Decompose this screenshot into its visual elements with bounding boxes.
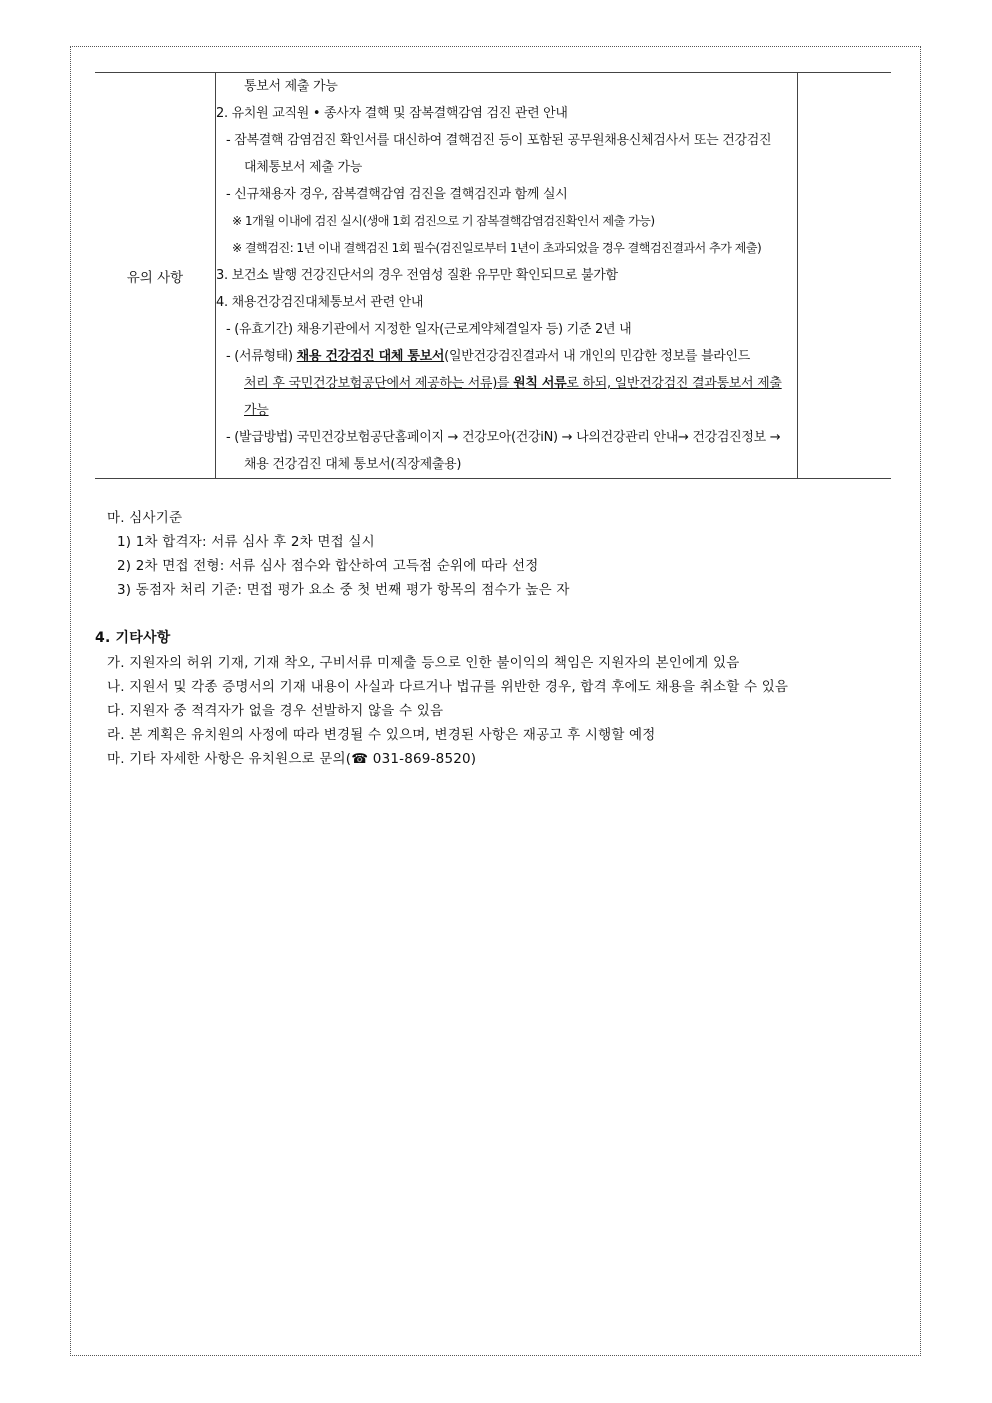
content-line: - 잠복결핵 감염검진 확인서를 대신하여 결핵검진 등이 포함된 공무원채용신체검사서 또는 건강검진 bbox=[226, 133, 772, 148]
screening-title: 마. 심사기준 bbox=[107, 510, 183, 526]
content-line: 2. 유치원 교직원 • 종사자 결핵 및 잠복결핵감염 검진 관련 안내 bbox=[216, 106, 568, 121]
other-item: 라. 본 계획은 유치원의 사정에 따라 변경될 수 있으며, 변경된 사항은 재공고 후 시행할 예정 bbox=[107, 727, 656, 743]
form-type-2-emphasis: 원칙 서류 bbox=[513, 376, 567, 391]
issue-line: - (발급방법) 국민건강보험공단홈페이지 → 건강모아(건강iN) → 나의건강관리 안내→ 건강검진정보 → bbox=[226, 430, 781, 445]
row-blank-cell bbox=[798, 73, 892, 479]
content-line: 4. 채용건강검진대체통보서 관련 안내 bbox=[216, 295, 424, 310]
screening-item: 2) 2차 면접 전형: 서류 심사 점수와 합산하여 고득점 순위에 따라 선정 bbox=[117, 558, 539, 574]
content-lines bbox=[216, 73, 797, 343]
other-title: 4. 기타사항 bbox=[95, 630, 171, 646]
other-item: 마. 기타 자세한 사항은 유치원으로 문의(☎ 031-869-8520) bbox=[107, 751, 477, 767]
notice-table bbox=[95, 72, 891, 479]
screening-item: 3) 동점자 처리 기준: 면접 평가 요소 중 첫 번째 평가 항목의 점수가 높은 자 bbox=[117, 582, 570, 598]
other-section bbox=[95, 625, 788, 771]
content-line: - (유효기간) 채용기관에서 지정한 일자(근로계약체결일자 등) 기준 2년 내 bbox=[226, 322, 632, 337]
screening-item: 1) 1차 합격자: 서류 심사 후 2차 면접 실시 bbox=[117, 534, 375, 550]
row-content bbox=[216, 73, 798, 479]
form-type-3-text: 가능 bbox=[244, 403, 269, 418]
content-line: 대체통보서 제출 가능 bbox=[244, 160, 362, 175]
content-line: - 신규채용자 경우, 잠복결핵감염 검진을 결핵검진과 함께 실시 bbox=[226, 187, 568, 202]
notice-row bbox=[95, 73, 891, 479]
other-item: 가. 지원자의 허위 기재, 기재 착오, 구비서류 미제출 등으로 인한 불이익의 책임은 지원자의 본인에게 있음 bbox=[107, 655, 740, 671]
row-label: 유의 사항 bbox=[95, 73, 216, 479]
other-list bbox=[95, 651, 788, 771]
issue-lines bbox=[216, 424, 797, 478]
form-type-prefix: - (서류형태) bbox=[226, 349, 297, 364]
content-line: 통보서 제출 가능 bbox=[244, 79, 338, 94]
content-line: 3. 보건소 발행 건강진단서의 경우 전염성 질환 유무만 확인되므로 불가함 bbox=[216, 268, 618, 283]
form-type-2-u1: 를 bbox=[497, 376, 514, 391]
screening-section bbox=[95, 506, 570, 602]
issue-line: 채용 건강검진 대체 통보서(직장제출용) bbox=[244, 457, 462, 472]
form-type-2-u2: 로 하되, 일반건강검진 결과통보서 제출 bbox=[566, 376, 782, 391]
screening-list bbox=[95, 530, 570, 602]
other-item: 나. 지원서 및 각종 증명서의 기재 내용이 사실과 다르거나 법규를 위반한 경우, 합격 후에도 채용을 취소할 수 있음 bbox=[107, 679, 789, 695]
form-type-line-2 bbox=[216, 370, 797, 397]
other-item: 다. 지원자 중 적격자가 없을 경우 선발하지 않을 수 있음 bbox=[107, 703, 444, 719]
form-type-rest: (일반건강검진결과서 내 개인의 민감한 정보를 블라인드 bbox=[444, 349, 751, 364]
form-type-line bbox=[216, 343, 797, 370]
form-type-emphasis: 채용 건강검진 대체 통보서 bbox=[296, 349, 445, 364]
form-type-2-pre: 처리 후 국민건강보험공단에서 제공하는 서류) bbox=[244, 376, 498, 391]
content-line: ※ 결핵검진: 1년 이내 결핵검진 1회 필수(검진일로부터 1년이 초과되었을 경우 결핵검진결과서 추가 제출) bbox=[232, 241, 762, 255]
form-type-line-3 bbox=[216, 397, 797, 424]
content-line: ※ 1개월 이내에 검진 실시(생애 1회 검진으로 기 잠복결핵감염검진확인서 제출 가능) bbox=[232, 214, 655, 228]
